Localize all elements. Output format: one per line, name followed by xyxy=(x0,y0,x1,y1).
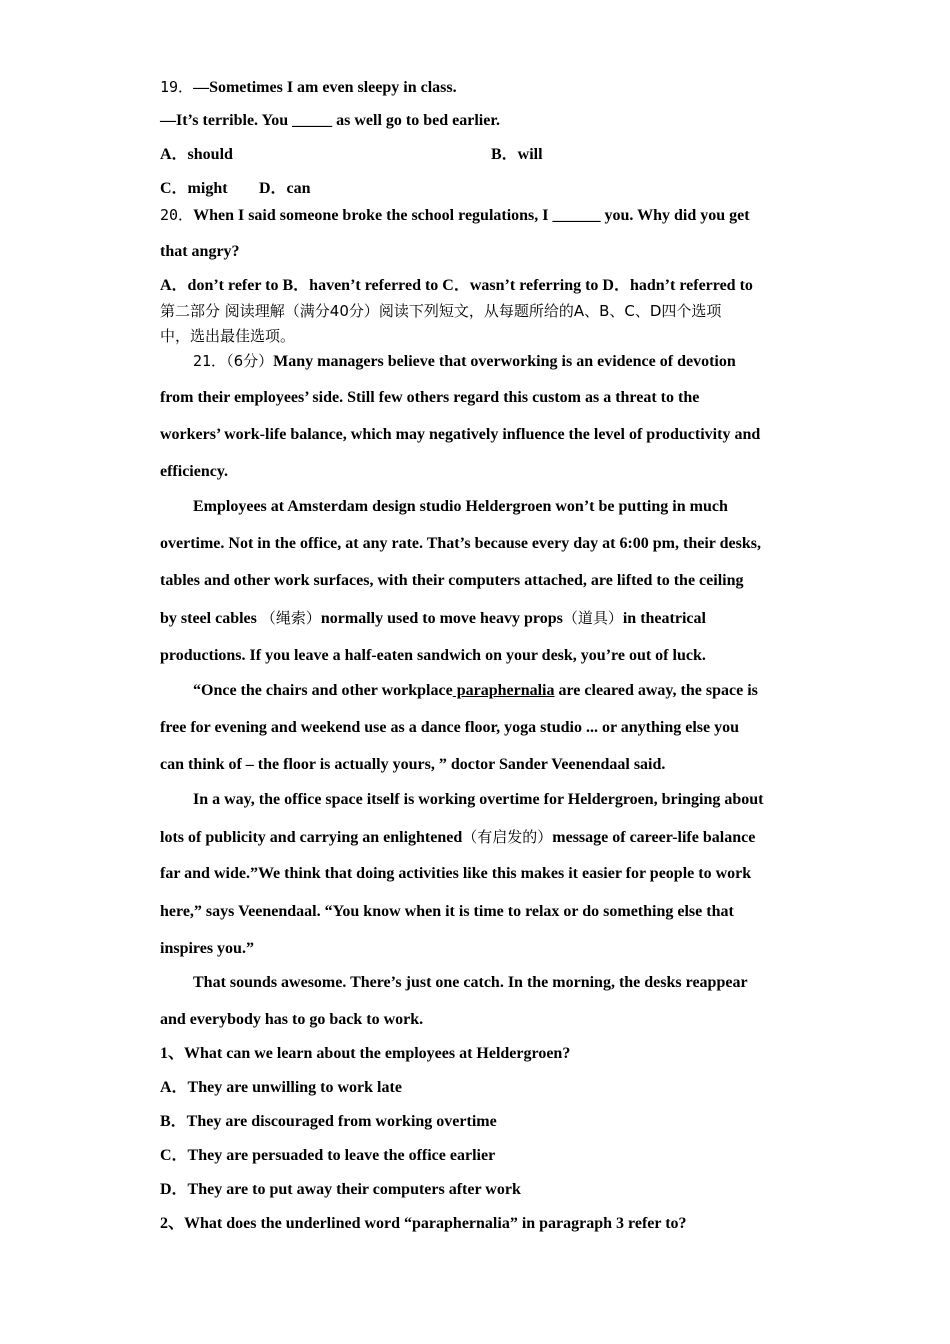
sub-q1-option-b: B．They are discouraged from working overtime xyxy=(160,1113,497,1130)
section-heading-line1: 第二部分 阅读理解（满分40分）阅读下列短文，从每题所给的A、B、C、D四个选项 xyxy=(160,302,722,320)
passage-p1-line3: workers’ work-life balance, which may negatively influence the level of productivity and xyxy=(160,426,761,443)
sub-q1-option-d: D．They are to put away their computers after work xyxy=(160,1181,521,1198)
passage-p2-line2: overtime. Not in the office, at any rate. That’s because every day at 6:00 pm, their desks, xyxy=(160,535,761,552)
passage-p2-line3: tables and other work surfaces, with their computers attached, are lifted to the ceiling xyxy=(160,572,744,589)
passage-text: in theatrical xyxy=(622,610,706,627)
passage-p3-line1 xyxy=(193,681,758,701)
passage-p3-line3: can think of – the floor is actually yours, ” doctor Sander Veenendaal said. xyxy=(160,756,666,773)
passage-p2-line5: productions. If you leave a half-eaten sandwich on your desk, you’re out of luck. xyxy=(160,647,706,664)
underlined-word: paraphernalia xyxy=(452,682,555,699)
q21-points: （6分） xyxy=(226,352,274,370)
q19-option-d: D．can xyxy=(259,180,311,197)
q19-line2: —It’s terrible. You _____ as well go to bed earlier. xyxy=(160,112,500,129)
passage-p4-line4: here,” says Veenendaal. “You know when it is time to relax or do something else that xyxy=(160,903,734,920)
sub-q1-option-c: C．They are persuaded to leave the office earlier xyxy=(160,1147,496,1164)
q19-option-b: B．will xyxy=(491,146,543,163)
q20-stem xyxy=(160,205,750,226)
q19-stem xyxy=(160,77,457,98)
passage-text: are cleared away, the space is xyxy=(554,682,758,699)
passage-p4-line2 xyxy=(160,827,755,848)
passage-p1-line2: from their employees’ side. Still few others regard this custom as a threat to the xyxy=(160,389,700,406)
q20-line1: When I said someone broke the school regulations, I ______ you. Why did you get xyxy=(193,207,750,224)
gloss-enlightened: （有启发的） xyxy=(462,828,553,846)
passage-p1-line1 xyxy=(193,351,736,372)
passage-p4-line5: inspires you.” xyxy=(160,940,254,957)
passage-p2-line4 xyxy=(160,608,706,629)
sub-question-1: 1、What can we learn about the employees at Heldergroen? xyxy=(160,1045,571,1062)
sub-question-2: 2、What does the underlined word “paraphernalia” in paragraph 3 refer to? xyxy=(160,1215,687,1232)
passage-p4-line1: In a way, the office space itself is working overtime for Heldergroen, bringing about xyxy=(193,791,764,808)
q19-option-a: A．should xyxy=(160,146,233,163)
passage-p4-line3: far and wide.”We think that doing activities like this makes it easier for people to work xyxy=(160,865,752,882)
q20-line2: that angry? xyxy=(160,243,240,260)
q19-option-c: C．might xyxy=(160,180,228,197)
passage-text: by steel cables xyxy=(160,610,261,627)
passage-p2-line1: Employees at Amsterdam design studio Heldergroen won’t be putting in much xyxy=(193,498,728,515)
q21-number: 21． xyxy=(193,352,227,370)
passage-p1-line4: efficiency. xyxy=(160,463,228,480)
sub-q1-option-a: A．They are unwilling to work late xyxy=(160,1079,402,1096)
q20-options: A．don’t refer to B．haven’t referred to C．wasn’t referring to D．hadn’t referred to xyxy=(160,277,753,294)
gloss-props: （道具） xyxy=(562,609,623,627)
passage-p5-line1: That sounds awesome. There’s just one catch. In the morning, the desks reappear xyxy=(193,974,748,991)
passage-text: lots of publicity and carrying an enlightened xyxy=(160,829,463,846)
passage-p5-line2: and everybody has to go back to work. xyxy=(160,1011,424,1028)
passage-text: “Once the chairs and other workplace xyxy=(193,682,453,699)
q20-number: 20． xyxy=(160,206,194,224)
passage-text: Many managers believe that overworking is an evidence of devotion xyxy=(273,353,736,370)
gloss-cables: （绳索） xyxy=(260,609,321,627)
q19-line1: —Sometimes I am even sleepy in class. xyxy=(193,79,457,96)
passage-p3-line2: free for evening and weekend use as a dance floor, yoga studio ... or anything else you xyxy=(160,719,739,736)
passage-text: normally used to move heavy props xyxy=(320,610,563,627)
q19-number: 19． xyxy=(160,78,194,96)
section-heading-line2: 中，选出最佳选项。 xyxy=(160,327,296,345)
passage-text: message of career-life balance xyxy=(552,829,756,846)
